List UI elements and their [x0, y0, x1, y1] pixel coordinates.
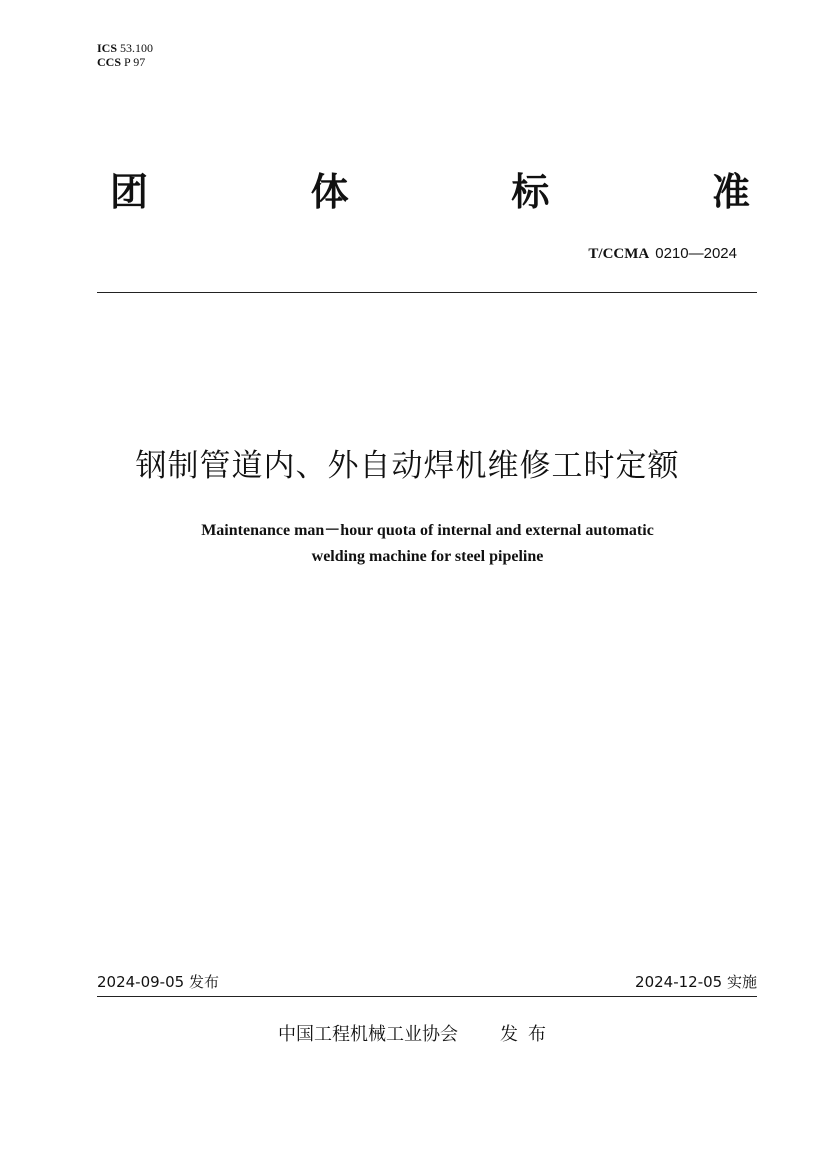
- standard-prefix: T/CCMA: [588, 246, 650, 262]
- standard-code: 0210—2024: [655, 245, 737, 262]
- doc-type-char: 准: [711, 169, 750, 214]
- title-english: [0, 518, 815, 570]
- doc-type-char: 体: [310, 169, 349, 214]
- classification-codes: [97, 41, 153, 69]
- title-english-line2: welding machine for steel pipeline: [311, 548, 544, 565]
- standard-number: [588, 244, 737, 263]
- doc-type-char: 团: [110, 169, 149, 214]
- title-english-line1: Maintenance man－hour quota of internal and external automatic: [201, 522, 654, 539]
- ccs-code: [97, 55, 153, 69]
- publisher-action: 发布: [500, 1024, 556, 1045]
- bottom-divider: [97, 996, 757, 997]
- ics-code: [97, 41, 153, 55]
- ccs-label: CCS: [97, 55, 122, 69]
- top-divider: [97, 292, 757, 293]
- title-chinese: 钢制管道内、外自动焊机维修工时定额: [135, 448, 680, 484]
- document-type-heading: [110, 160, 750, 216]
- publish-date: 2024-09-05 发布: [97, 973, 219, 991]
- ics-label: ICS: [97, 41, 118, 55]
- ccs-value: P 97: [124, 55, 146, 69]
- ics-value: 53.100: [120, 41, 154, 55]
- doc-type-char: 标: [511, 169, 550, 214]
- publisher-name: 中国工程机械工业协会: [278, 1024, 458, 1045]
- implement-date: 2024-12-05 实施: [635, 973, 757, 991]
- publisher-line: [278, 1023, 556, 1047]
